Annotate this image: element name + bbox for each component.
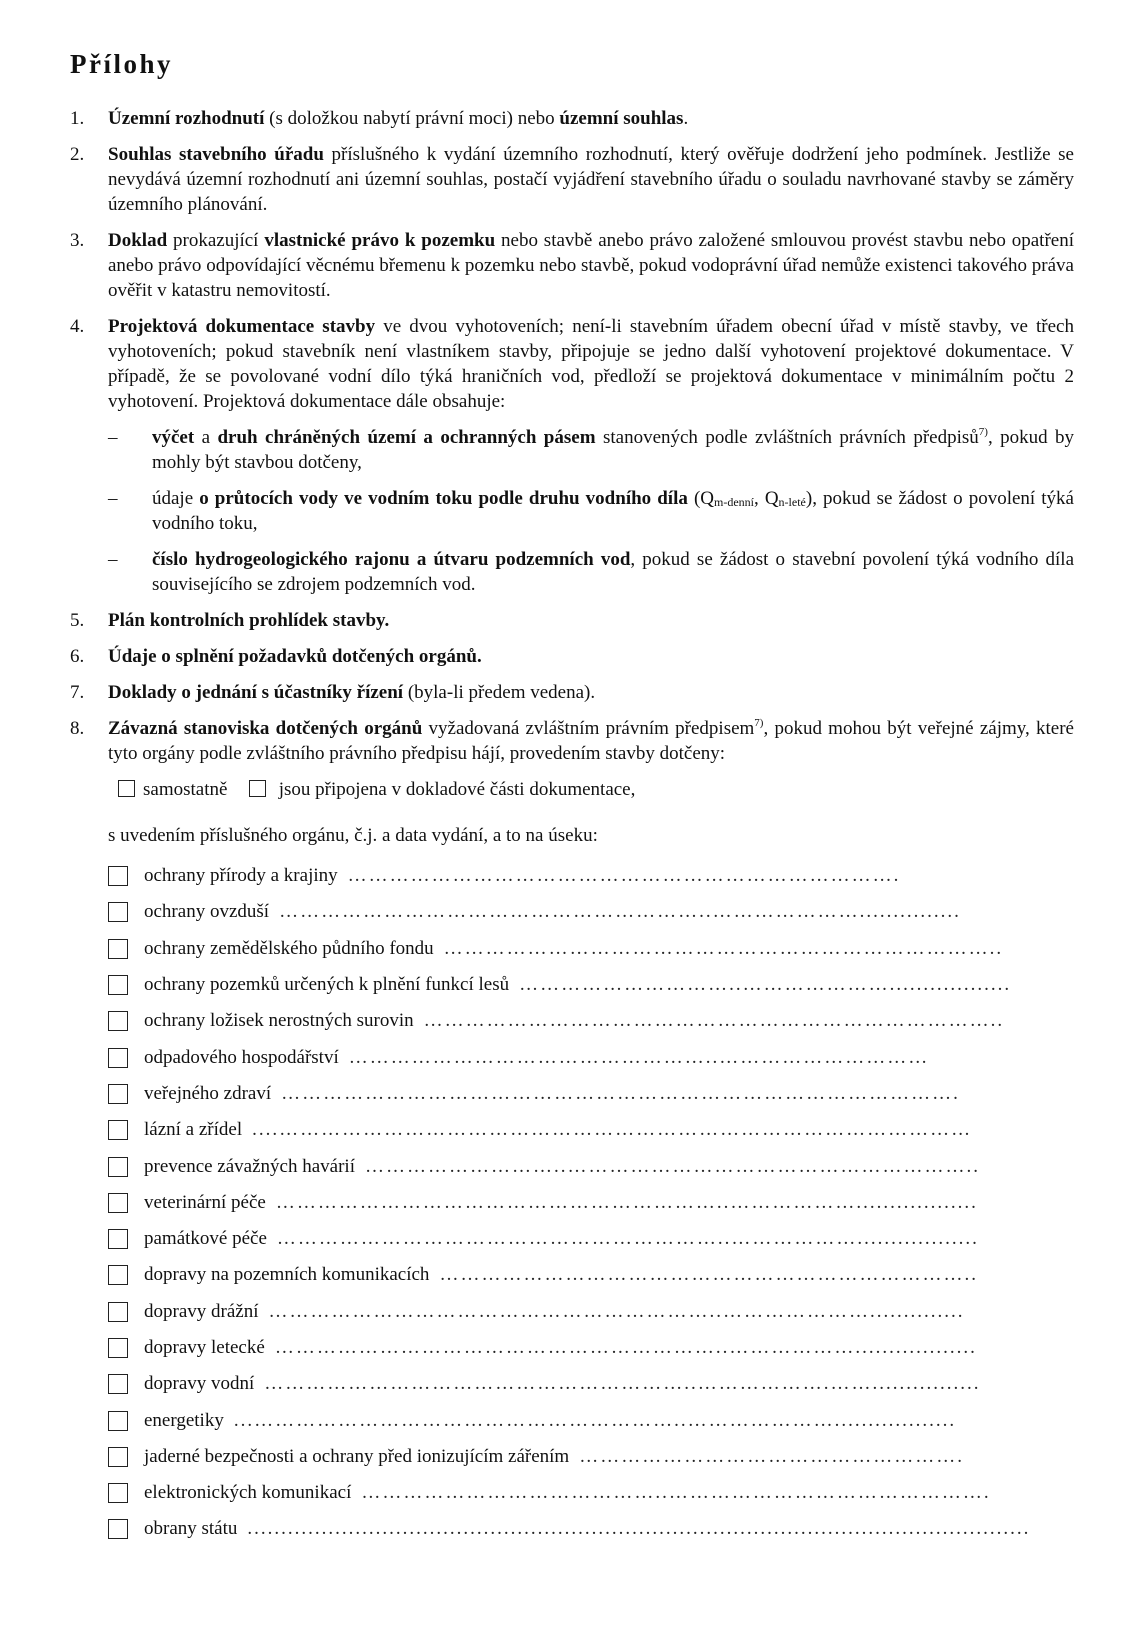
agency-row — [108, 1475, 1074, 1511]
agency-row — [108, 894, 1074, 930]
agency-checkbox[interactable] — [108, 939, 128, 959]
dash-bullet: – — [108, 488, 118, 509]
agency-checkbox[interactable] — [108, 902, 128, 922]
item-number: 6. — [70, 646, 85, 667]
item-number: 4. — [70, 316, 85, 337]
agency-label: obrany státu — [144, 1518, 238, 1540]
agency-label: lázní a zřídel — [144, 1119, 243, 1141]
list-item — [70, 142, 1074, 217]
agency-fill-line[interactable]: ………………………………………………………………….. — [439, 1264, 978, 1286]
item-number: 1. — [70, 108, 85, 129]
documentation-subitems — [70, 425, 1074, 597]
page-title: Přílohy — [70, 49, 173, 79]
subscript-text: m-denní — [714, 495, 754, 509]
agency-fill-line[interactable]: ……………………………………………………………………….. — [423, 1010, 1005, 1032]
dash-bullet: – — [108, 427, 118, 448]
agency-row — [108, 1148, 1074, 1184]
bold-text: vlastnické právo k pozemku — [264, 230, 496, 251]
item-number: 3. — [70, 230, 85, 251]
item-number: 8. — [70, 718, 85, 739]
agency-row — [108, 1039, 1074, 1075]
agency-checkbox[interactable] — [108, 1229, 128, 1249]
text: ), pokud se žádost o povolení týká vodního toku, — [152, 488, 1074, 534]
agency-row — [108, 931, 1074, 967]
agency-row — [108, 858, 1074, 894]
subscript-text: n-leté — [778, 495, 806, 509]
agency-fill-line[interactable]: ………………………………………………………..……………….................. — [274, 1337, 977, 1358]
agency-checkbox[interactable] — [108, 1374, 128, 1394]
item-number: 7. — [70, 682, 85, 703]
list-item — [70, 716, 1074, 766]
text: stanovených podle zvláštních právních předpisů — [595, 427, 979, 448]
text: nebo stavbě anebo právo založené smlouvou provést stavbu nebo opatření anebo právo odpovídající věcnému břemenu k pozemku nebo stavbě, pokud vodoprávní úřad nemůže existenci takového práva ověřit v katastru nemovitostí. — [108, 230, 1074, 301]
agencies-list — [70, 858, 1074, 1548]
agency-label: dopravy letecké — [144, 1337, 265, 1358]
agency-row — [108, 1003, 1074, 1039]
list-item — [70, 106, 1074, 131]
agency-fill-line[interactable]: ………………………………………………………..……………….................. — [275, 1191, 978, 1213]
list-item — [70, 608, 1074, 633]
bold-text: Plán kontrolních prohlídek stavby. — [108, 610, 390, 631]
agency-label: dopravy drážní — [144, 1300, 259, 1322]
text: (Q — [687, 488, 714, 509]
agency-row — [108, 1294, 1074, 1330]
agency-label: prevence závažných havárií — [144, 1155, 355, 1177]
bold-text: Doklad — [108, 230, 168, 251]
agency-fill-line[interactable]: ……………………………………………………………………. — [347, 865, 901, 887]
agency-label: elektronických komunikací — [144, 1482, 352, 1504]
list-item — [70, 680, 1074, 705]
agency-fill-line[interactable]: ……………………………………..………………………………………. — [361, 1482, 991, 1504]
bold-text: Údaje o splnění požadavků dotčených orgánů. — [108, 646, 482, 667]
bold-text: Závazná stanoviska dotčených orgánů — [108, 718, 423, 739]
agency-label: památkové péče — [144, 1228, 267, 1250]
bold-text: druh chráněných území a ochranných pásem — [217, 427, 596, 448]
attachments-list — [70, 106, 1074, 414]
agency-row — [108, 1439, 1074, 1475]
agency-row — [108, 1221, 1074, 1257]
bold-text: číslo hydrogeologického rajonu a útvaru podzemních vod — [152, 549, 631, 570]
agency-label: veřejného zdraví — [144, 1082, 272, 1104]
agency-label: ochrany ovzduší — [144, 901, 270, 923]
agency-checkbox[interactable] — [108, 1483, 128, 1503]
agency-fill-line[interactable]: ……………………………………………..………………………… — [348, 1046, 930, 1068]
agency-fill-line[interactable]: ....……………………………………………………………………………………… — [252, 1119, 973, 1141]
agency-checkbox[interactable] — [108, 1120, 128, 1140]
item-number: 5. — [70, 610, 85, 631]
agency-row — [108, 1185, 1074, 1221]
agency-fill-line[interactable]: ………………………………………………………..………………….............. — [268, 1300, 965, 1322]
bold-text: výčet — [152, 427, 195, 448]
agency-label: veterinární péče — [144, 1191, 266, 1213]
agency-label: dopravy na pozemních komunikacích — [144, 1264, 430, 1286]
agencies-intro: s uvedením příslušného orgánu, č.j. a data vydání, a to na úseku: — [108, 825, 598, 846]
agency-fill-line[interactable]: ………………………………………………. — [579, 1445, 964, 1467]
agency-checkbox[interactable] — [108, 1157, 128, 1177]
agency-fill-line[interactable]: ……………………………………………………………………………………. — [281, 1082, 960, 1104]
agency-checkbox[interactable] — [108, 866, 128, 886]
agency-row — [108, 1330, 1074, 1366]
separately-checkbox[interactable] — [118, 780, 135, 797]
agency-checkbox[interactable] — [108, 1447, 128, 1467]
binding-opinions-attachment-options — [70, 777, 1074, 803]
footnote-ref: 7) — [978, 426, 988, 438]
agency-label: jaderné bezpečnosti a ochrany před ionizujícím zářením — [144, 1445, 570, 1467]
agency-checkbox[interactable] — [108, 1193, 128, 1213]
agency-row — [108, 967, 1074, 1003]
agency-fill-line[interactable]: ……………………………………………………..…………………............... — [279, 901, 961, 923]
agency-fill-line[interactable]: ………………………………………………………..……………….................. — [276, 1228, 979, 1250]
agency-checkbox[interactable] — [108, 1519, 128, 1539]
list-item — [70, 314, 1074, 414]
text: , pokud se žádost o stavební povolení týká vodního díla souvisejícího se zdrojem podzemních vod. — [152, 549, 1075, 595]
agency-checkbox[interactable] — [108, 1302, 128, 1322]
text: . — [683, 108, 689, 129]
agency-row — [108, 1112, 1074, 1148]
bold-text: o průtocích vody ve vodním toku podle druhu vodního díla — [199, 488, 688, 509]
list-item — [70, 644, 1074, 669]
text: prokazující — [167, 230, 265, 251]
sub-list-item — [70, 547, 1074, 597]
text: (s doložkou nabytí právní moci) nebo — [264, 108, 560, 129]
attached-in-documents-checkbox[interactable] — [249, 780, 266, 797]
bold-text: Projektová dokumentace stavby — [108, 316, 376, 337]
bold-text: Doklady o jednání s účastníky řízení — [108, 682, 404, 703]
sub-list-item — [70, 486, 1074, 536]
agency-checkbox[interactable] — [108, 1011, 128, 1031]
agency-checkbox[interactable] — [108, 1084, 128, 1104]
attached-in-documents-label: jsou připojena v dokladové části dokumentace, — [278, 779, 636, 800]
agency-checkbox[interactable] — [108, 975, 128, 995]
text: příslušného k vydání územního rozhodnutí, který ověřuje dodržení jeho podmínek. Jestliže se nevydává územní rozhodnutí ani územní souhlas, postačí vyjádření stavebního úřadu o souladu navrhované stavby se záměry územního plánování. — [108, 144, 1074, 215]
agency-fill-line[interactable]: ……………………………………………………..……………….……................ — [264, 1373, 981, 1395]
agency-label: dopravy vodní — [144, 1373, 255, 1395]
agency-label: ochrany ložisek nerostných surovin — [144, 1010, 414, 1032]
agency-checkbox[interactable] — [108, 1265, 128, 1285]
list-item — [70, 228, 1074, 303]
text: , Q — [754, 488, 779, 509]
text: a — [194, 427, 218, 448]
agency-row — [108, 1076, 1074, 1112]
bold-text: Souhlas stavebního úřadu — [108, 144, 324, 165]
agency-row — [108, 1257, 1074, 1293]
text: (byla-li předem vedena). — [403, 682, 596, 703]
agency-fill-line[interactable]: …………………………………………………………………….. — [443, 937, 1004, 959]
agency-label: ochrany přírody a krajiny — [144, 865, 338, 887]
bold-text: územní souhlas — [559, 108, 684, 129]
agency-fill-line[interactable]: ………………………..………………………………………………….. — [364, 1155, 980, 1177]
text: ve dvou vyhotoveních; není-li stavebním úřadem obecní úřad v místě stavby, ve třech vyhotoveních; pokud stavebník není vlastníkem stavby, připojuje se jedno další vyhotovení projektové dokumentace. V případě, že se povolované vodní dílo týká hraničních vod, předloží se projektová dokumentace v minimálním počtu 2 vyhotovení. Projektová dokumentace dále obsahuje: — [108, 316, 1074, 412]
text: , pokud by mohly být stavbou dotčeny, — [152, 427, 1075, 473]
agency-label: odpadového hospodářství — [144, 1046, 339, 1068]
dash-bullet: – — [108, 549, 118, 570]
item-number: 2. — [70, 144, 85, 165]
agency-fill-line[interactable]: …………………………..………………….................. — [519, 974, 1012, 996]
agency-label: energetiky — [144, 1409, 224, 1431]
agency-label: ochrany zemědělského půdního fondu — [144, 937, 434, 959]
agency-checkbox[interactable] — [108, 1411, 128, 1431]
footnote-ref: 7) — [754, 717, 764, 729]
text: údaje — [152, 488, 200, 509]
separately-label: samostatně — [143, 779, 228, 800]
agency-checkbox[interactable] — [108, 1048, 128, 1068]
agency-fill-line[interactable]: .................................................................................................................... — [247, 1518, 1031, 1540]
agency-label: ochrany pozemků určených k plnění funkcí lesů — [144, 974, 510, 996]
agency-row — [108, 1366, 1074, 1402]
text: vyžadovaná zvláštním právním předpisem — [422, 718, 755, 739]
text: , pokud mohou být veřejné zájmy, které tyto orgány podle zvláštního právního předpisu hájí, provedením stavby dotčeny: — [108, 718, 1074, 764]
agency-row — [108, 1511, 1074, 1547]
attachments-list-continued — [70, 608, 1074, 766]
sub-list-item — [70, 425, 1074, 475]
bold-text: Územní rozhodnutí — [108, 108, 265, 129]
agency-checkbox[interactable] — [108, 1338, 128, 1358]
agency-fill-line[interactable]: ...……………………………………………………..………………….................. — [233, 1409, 957, 1431]
agency-row — [108, 1402, 1074, 1438]
